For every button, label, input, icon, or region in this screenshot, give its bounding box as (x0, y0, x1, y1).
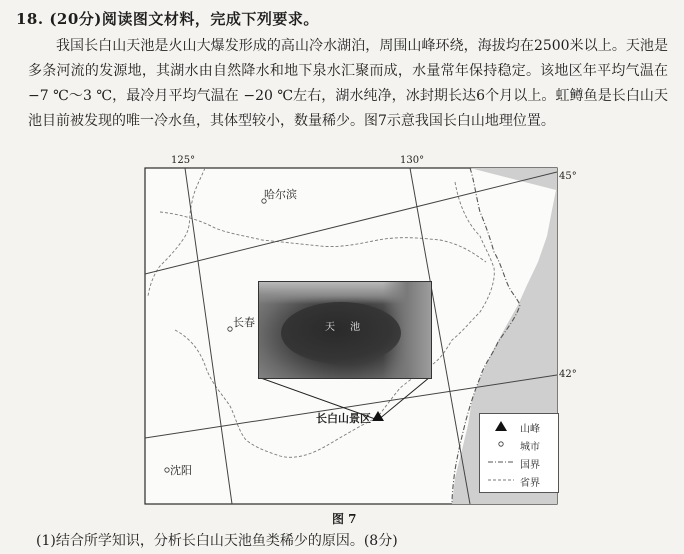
legend-label-city: 城市 (520, 442, 540, 453)
national-border-icon (488, 456, 514, 468)
latitude-label-42: 42° (559, 369, 577, 380)
city-dot-changchun (228, 327, 232, 331)
city-label-changchun: 长春 (233, 316, 255, 329)
photo-lake (281, 302, 401, 364)
legend-label-provincial-border: 省界 (520, 478, 540, 489)
legend-label-peak: 山峰 (520, 424, 540, 435)
map-legend (479, 413, 559, 493)
mountain-peak-icon (488, 420, 514, 432)
tianchi-photo (258, 281, 432, 379)
question-header: 18. (20分)阅读图文材料，完成下列要求。 (16, 10, 319, 28)
city-dot-shenyang (165, 468, 169, 472)
longitude-label-125: 125° (171, 155, 196, 166)
sub-question-1: (1)结合所学知识，分析长白山天池鱼类稀少的原因。(8分) (36, 533, 398, 549)
provincial-border-icon (488, 474, 514, 486)
longitude-label-130: 130° (400, 155, 425, 166)
city-dot-icon (488, 438, 514, 450)
material-text: 我国长白山天池是火山大爆发形成的高山冷水湖泊，周围山峰环绕，海拔均在2500米以上。天池是多条河流的发源地，其湖水由自然降水和地下泉水汇聚而成，水量常年保持稳定。该地区年平均气温在 −7 ℃～3 ℃，最冷月平均气温在 −20 ℃左右，湖水纯净，冰封期长达6个月以上。虹鳟鱼是长白山天池目前被发现的唯一冷水鱼，其体型较小，数量稀少。图7示意我国长白山地理位置。 (28, 38, 668, 129)
legend-label-national-border: 国界 (520, 460, 540, 471)
scenic-area-label: 长白山景区 (316, 412, 371, 425)
city-label-harbin: 哈尔滨 (264, 188, 297, 201)
figure-caption: 图 7 (332, 512, 357, 526)
city-label-shenyang: 沈阳 (170, 464, 192, 477)
latitude-label-45: 45° (559, 171, 577, 182)
photo-label: 天 池 (325, 322, 367, 333)
